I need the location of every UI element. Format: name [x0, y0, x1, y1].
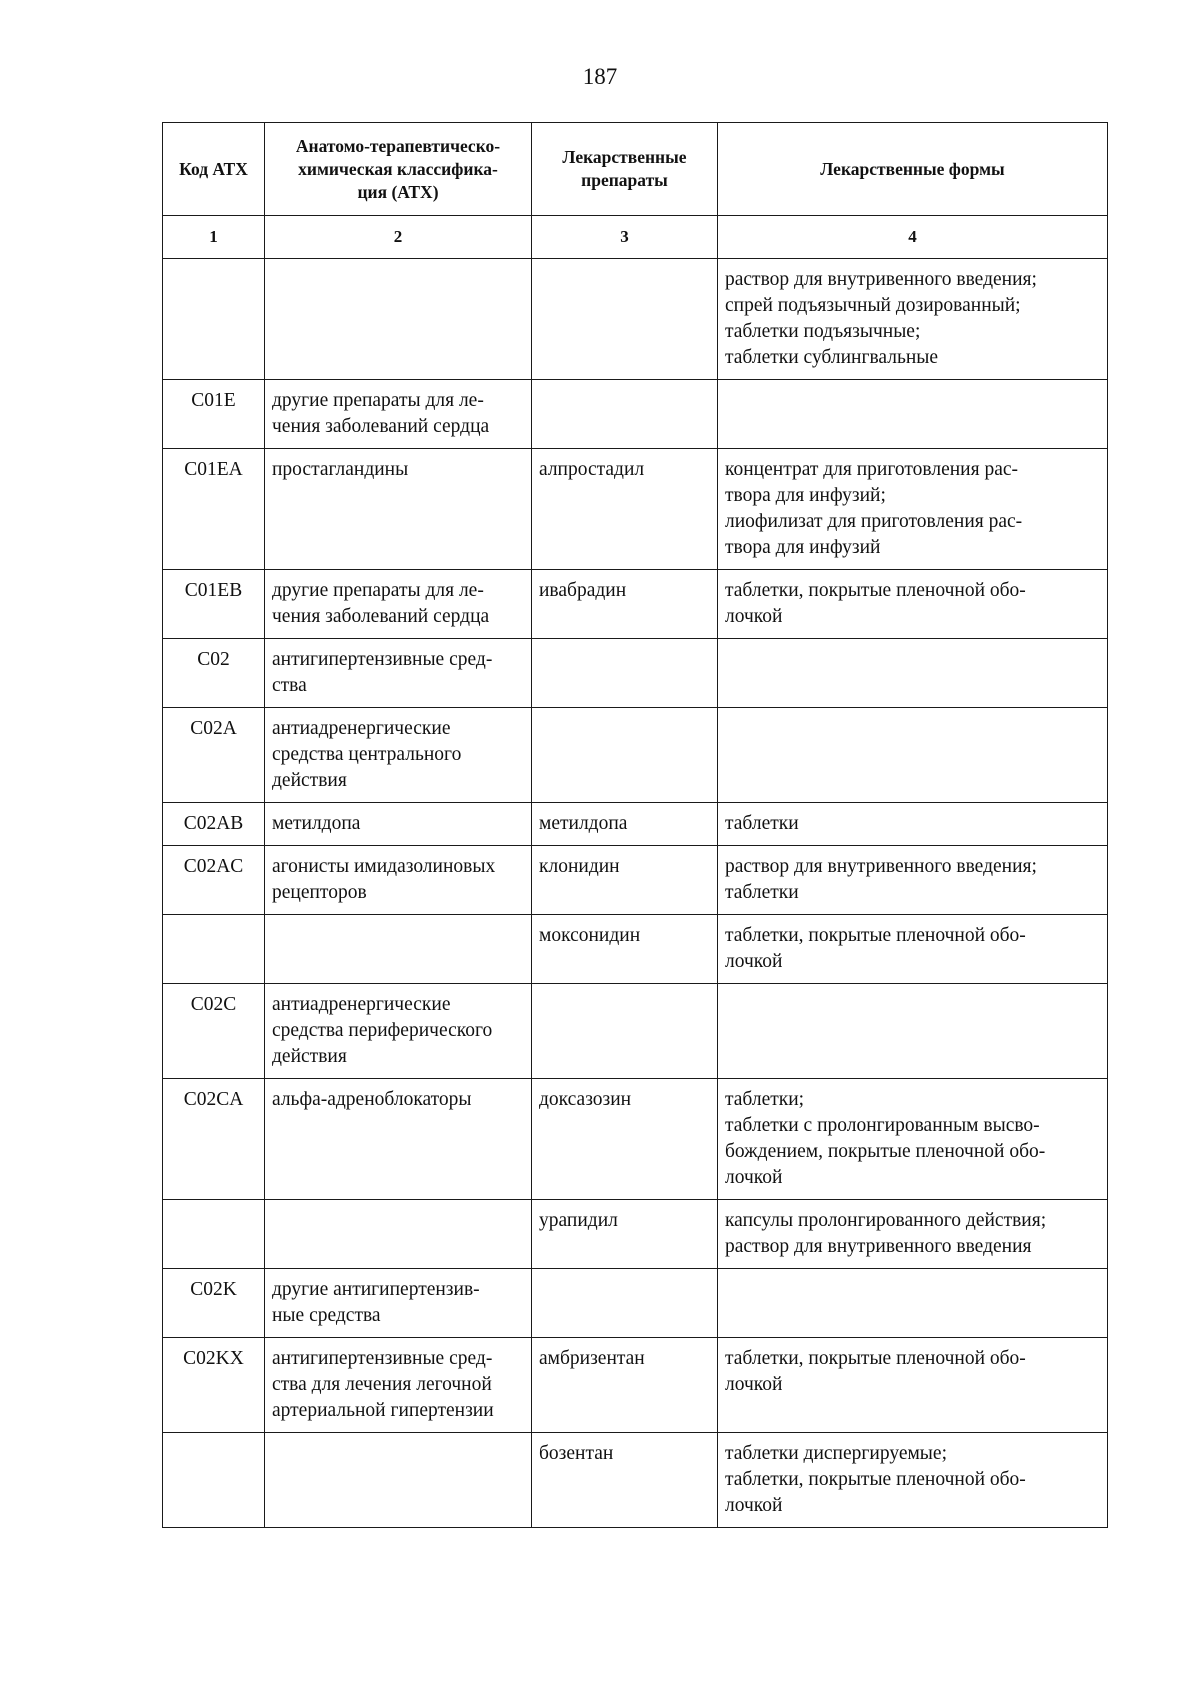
dosage-forms-cell	[718, 1269, 1108, 1338]
atc-code-cell: C02AB	[163, 803, 265, 846]
table-row	[163, 708, 1108, 803]
drug-name-cell: бозентан	[532, 1433, 718, 1528]
table-row	[163, 803, 1108, 846]
dosage-form-line: концентрат для приготовления рас-	[725, 459, 1018, 480]
classification-line: чения заболеваний сердца	[272, 606, 490, 627]
dosage-forms-cell	[718, 449, 1108, 570]
atc-drug-table	[162, 122, 1108, 1528]
dosage-forms-cell	[718, 846, 1108, 915]
dosage-form-line: раствор для внутривенного введения;	[725, 269, 1037, 290]
classification-line: средства периферического	[272, 1020, 493, 1041]
drug-name-cell: ивабрадин	[532, 570, 718, 639]
atc-code-cell: C01EB	[163, 570, 265, 639]
dosage-form-line: спрей подъязычный дозированный;	[725, 295, 1021, 316]
drug-name-cell	[532, 708, 718, 803]
classification-line: антигипертензивные сред-	[272, 1348, 493, 1369]
atc-code-cell: C02K	[163, 1269, 265, 1338]
table-row	[163, 1433, 1108, 1528]
header-drugs: Лекарственные препараты	[532, 123, 718, 216]
atc-classification-cell	[265, 570, 532, 639]
dosage-form-line: раствор для внутривенного введения;	[725, 856, 1037, 877]
dosage-forms-cell	[718, 380, 1108, 449]
classification-line: действия	[272, 1046, 347, 1067]
dosage-form-line: капсулы пролонгированного действия;	[725, 1210, 1047, 1231]
dosage-forms-cell	[718, 1433, 1108, 1528]
header-atc-code: Код АТХ	[163, 123, 265, 216]
atc-classification-cell	[265, 915, 532, 984]
dosage-form-line: бождением, покрытые пленочной обо-	[725, 1141, 1046, 1162]
classification-line: антигипертензивные сред-	[272, 649, 493, 670]
table-row	[163, 380, 1108, 449]
atc-code-cell: C01EA	[163, 449, 265, 570]
dosage-form-line: лочкой	[725, 1495, 783, 1516]
drug-name-cell: метилдопа	[532, 803, 718, 846]
atc-code-cell: C02CA	[163, 1079, 265, 1200]
atc-classification-cell	[265, 846, 532, 915]
table-row	[163, 1200, 1108, 1269]
dosage-form-line: лиофилизат для приготовления рас-	[725, 511, 1023, 532]
atc-classification-cell	[265, 984, 532, 1079]
dosage-form-line: таблетки, покрытые пленочной обо-	[725, 1348, 1026, 1369]
drug-name-cell	[532, 984, 718, 1079]
drug-name-cell: моксонидин	[532, 915, 718, 984]
atc-classification-cell	[265, 1200, 532, 1269]
drug-name-cell	[532, 639, 718, 708]
classification-line: действия	[272, 770, 347, 791]
dosage-forms-cell	[718, 708, 1108, 803]
atc-classification-cell	[265, 449, 532, 570]
classification-line: ные средства	[272, 1305, 381, 1326]
column-number: 1	[163, 216, 265, 259]
atc-classification-cell	[265, 259, 532, 380]
atc-classification-cell	[265, 1269, 532, 1338]
atc-code-cell: C02	[163, 639, 265, 708]
classification-line: антиадренергические	[272, 718, 451, 739]
dosage-form-line: лочкой	[725, 1167, 783, 1188]
atc-code-cell: C02A	[163, 708, 265, 803]
atc-code-cell: C02AC	[163, 846, 265, 915]
column-number: 4	[718, 216, 1108, 259]
dosage-forms-cell	[718, 915, 1108, 984]
classification-line: средства центрального	[272, 744, 462, 765]
page-number: 187	[582, 64, 618, 89]
dosage-form-line: таблетки, покрытые пленочной обо-	[725, 1469, 1026, 1490]
drug-name-cell: доксазозин	[532, 1079, 718, 1200]
table-row	[163, 915, 1108, 984]
dosage-form-line: таблетки, покрытые пленочной обо-	[725, 925, 1026, 946]
dosage-forms-cell	[718, 1200, 1108, 1269]
atc-code-cell: C01E	[163, 380, 265, 449]
drug-name-cell: алпростадил	[532, 449, 718, 570]
table-row	[163, 449, 1108, 570]
atc-classification-cell	[265, 639, 532, 708]
atc-code-cell	[163, 1433, 265, 1528]
table-body	[163, 259, 1108, 1528]
classification-line: рецепторов	[272, 882, 367, 903]
dosage-forms-cell	[718, 803, 1108, 846]
atc-classification-cell	[265, 803, 532, 846]
classification-line: другие препараты для ле-	[272, 390, 484, 411]
classification-line: антиадренергические	[272, 994, 451, 1015]
table-row	[163, 1079, 1108, 1200]
drug-name-cell: клонидин	[532, 846, 718, 915]
drug-name-cell	[532, 380, 718, 449]
dosage-form-line: таблетки	[725, 882, 799, 903]
dosage-form-line: таблетки диспергируемые;	[725, 1443, 947, 1464]
table-header-row	[163, 123, 1108, 216]
classification-line: ства	[272, 675, 307, 696]
column-number: 2	[265, 216, 532, 259]
column-number: 3	[532, 216, 718, 259]
classification-line: ства для лечения легочной	[272, 1374, 492, 1395]
classification-line: чения заболеваний сердца	[272, 416, 490, 437]
dosage-form-line: лочкой	[725, 951, 783, 972]
dosage-forms-cell	[718, 570, 1108, 639]
dosage-form-line: раствор для внутривенного введения	[725, 1236, 1032, 1257]
dosage-form-line: таблетки сублингвальные	[725, 347, 939, 368]
table-row	[163, 259, 1108, 380]
dosage-form-line: таблетки с пролонгированным высво-	[725, 1115, 1040, 1136]
header-dosage-forms: Лекарственные формы	[718, 123, 1108, 216]
header-atc-classification: Анатомо-терапевтическо- химическая классифика- ция (АТХ)	[265, 123, 532, 216]
classification-line: агонисты имидазолиновых	[272, 856, 496, 877]
classification-line: альфа-адреноблокаторы	[272, 1089, 472, 1110]
atc-classification-cell	[265, 1079, 532, 1200]
drug-name-cell	[532, 259, 718, 380]
classification-line: метилдопа	[272, 813, 361, 834]
dosage-form-line: твора для инфузий	[725, 537, 881, 558]
table-row	[163, 639, 1108, 708]
dosage-forms-cell	[718, 1338, 1108, 1433]
table-row	[163, 846, 1108, 915]
dosage-forms-cell	[718, 1079, 1108, 1200]
atc-classification-cell	[265, 708, 532, 803]
drug-name-cell	[532, 1269, 718, 1338]
dosage-form-line: лочкой	[725, 606, 783, 627]
drug-name-cell: амбризентан	[532, 1338, 718, 1433]
atc-classification-cell	[265, 1433, 532, 1528]
drug-name-cell: урапидил	[532, 1200, 718, 1269]
atc-code-cell	[163, 1200, 265, 1269]
table-row	[163, 1338, 1108, 1433]
dosage-forms-cell	[718, 984, 1108, 1079]
dosage-form-line: лочкой	[725, 1374, 783, 1395]
atc-classification-cell	[265, 1338, 532, 1433]
dosage-forms-cell	[718, 259, 1108, 380]
table-row	[163, 984, 1108, 1079]
classification-line: другие препараты для ле-	[272, 580, 484, 601]
atc-code-cell: C02KX	[163, 1338, 265, 1433]
dosage-form-line: твора для инфузий;	[725, 485, 886, 506]
dosage-form-line: таблетки	[725, 813, 799, 834]
classification-line: другие антигипертензив-	[272, 1279, 480, 1300]
table-row	[163, 570, 1108, 639]
dosage-form-line: таблетки подъязычные;	[725, 321, 921, 342]
dosage-forms-cell	[718, 639, 1108, 708]
column-number-row	[163, 216, 1108, 259]
atc-code-cell: C02C	[163, 984, 265, 1079]
dosage-form-line: таблетки;	[725, 1089, 805, 1110]
atc-code-cell	[163, 259, 265, 380]
atc-classification-cell	[265, 380, 532, 449]
classification-line: артериальной гипертензии	[272, 1400, 494, 1421]
atc-code-cell	[163, 915, 265, 984]
classification-line: простагландины	[272, 459, 409, 480]
dosage-form-line: таблетки, покрытые пленочной обо-	[725, 580, 1026, 601]
table-row	[163, 1269, 1108, 1338]
